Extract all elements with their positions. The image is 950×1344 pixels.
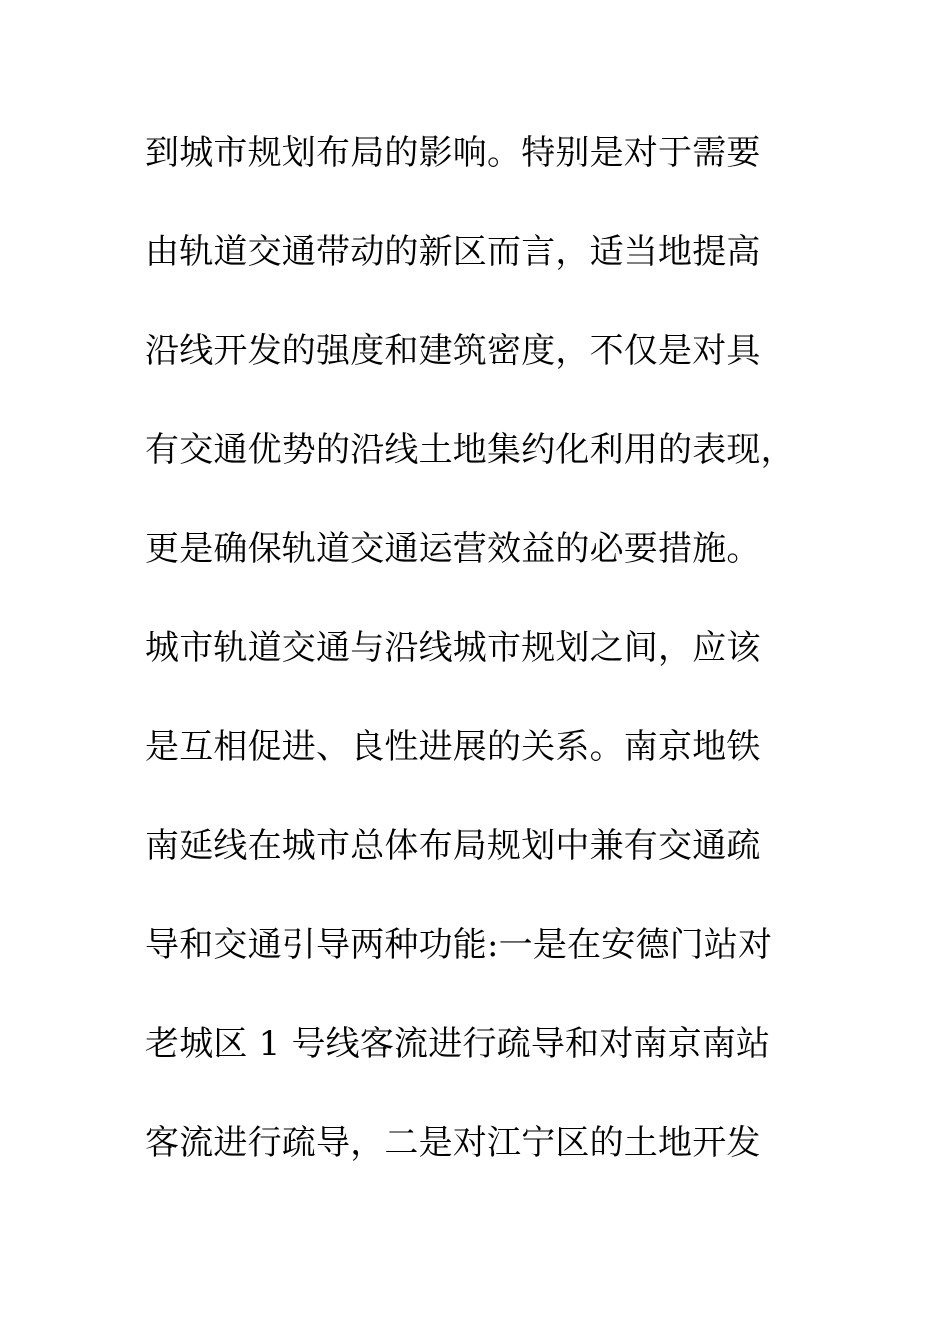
text-line: 沿线开发的强度和建筑密度，不仅是对具 — [145, 331, 761, 371]
text-line: 由轨道交通带动的新区而言，适当地提高 — [145, 232, 761, 272]
text-line: 南延线在城市总体布局规划中兼有交通疏 — [145, 826, 761, 866]
text-line: 城市轨道交通与沿线城市规划之间，应该 — [145, 628, 761, 668]
body-paragraph — [145, 122, 825, 1211]
text-line: 到城市规划布局的影响。特别是对于需要 — [145, 133, 761, 173]
text-line: 客流进行疏导，二是对江宁区的土地开发 — [145, 1123, 761, 1163]
text-line: 老城区 1 号线客流进行疏导和对南京南站 — [145, 1024, 771, 1064]
text-line: 导和交通引导两种功能:一是在安德门站对 — [145, 925, 773, 965]
text-line: 是互相促进、良性进展的关系。南京地铁 — [145, 727, 761, 767]
text-line: 更是确保轨道交通运营效益的必要措施。 — [145, 529, 761, 569]
text-line: 有交通优势的沿线土地集约化利用的表现， — [145, 430, 795, 470]
